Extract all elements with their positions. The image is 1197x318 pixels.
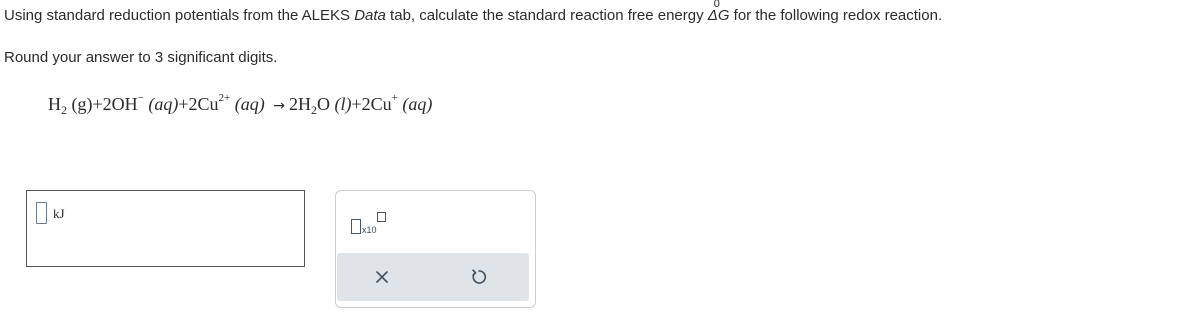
rounding-instruction: Round your answer to 3 significant digits. [4,49,278,66]
eq-hydroxide: 2OH [102,94,138,114]
eq-copper-i: 2Cu [361,94,392,114]
answer-box [26,190,305,267]
eq-state-aq: (aq) [234,94,265,114]
eq-plus: + [351,94,362,114]
undo-button[interactable] [467,265,491,289]
eq-h-subscript: 2 [61,103,67,117]
answer-input[interactable] [36,202,47,224]
action-bar [337,253,529,301]
eq-water-subscript: 2 [311,103,317,117]
undo-icon [470,268,488,286]
eq-state-aq: (aq) [148,94,179,114]
eq-state-gas: (g) [71,94,93,114]
math-tool-panel [335,190,536,308]
eq-water-o: O [317,94,330,114]
eq-plus: + [178,94,189,114]
question-text-part: Using standard reduction potentials from the ALEKS [4,7,355,24]
delta-g-symbol [707,0,730,24]
question-text-part: tab, calculate the standard reaction free energy [385,7,708,24]
eq-copper-i-charge: + [391,92,398,104]
eq-hydroxide-charge: − [137,92,144,104]
reaction-arrow-icon: → [273,98,285,114]
clear-button[interactable] [370,265,394,289]
close-icon [375,270,389,284]
eq-state-liquid: (l) [334,94,352,114]
eq-copper-ii: 2Cu [188,94,219,114]
eq-plus: + [92,94,103,114]
sci-exponent-box [377,212,386,222]
eq-h: H [48,94,61,114]
redox-equation [48,92,432,118]
eq-copper-ii-charge: 2+ [218,92,231,104]
eq-state-aq: (aq) [402,94,433,114]
scientific-notation-button[interactable] [347,208,391,238]
question-text [4,0,943,24]
data-tab-reference: Data [354,7,386,24]
question-text-part: for the following redox reaction. [729,7,943,24]
eq-water-h: 2H [289,94,311,114]
sci-base-box [351,219,361,234]
unit-label: kJ [53,206,65,221]
standard-state-superscript: 0 [713,0,720,10]
sci-x10-label: x10 [362,225,377,235]
delta-g-label: ΔG [707,7,730,24]
